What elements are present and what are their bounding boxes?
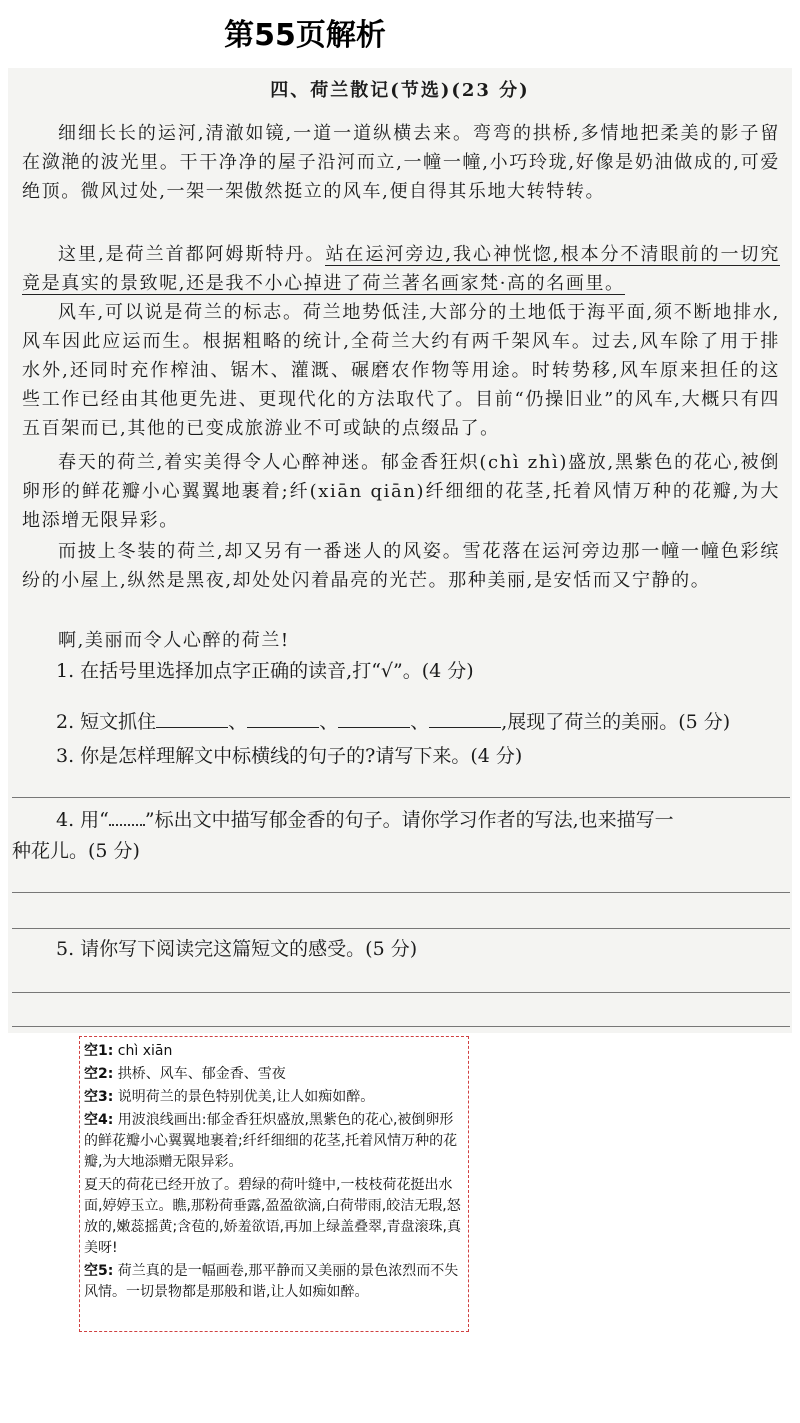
question-1: 1. 在括号里选择加点字正确的读音,打“√”。(4 分) (56, 660, 474, 682)
question-4-suffix: ”标出文中描写郁金香的句子。请你学习作者的写法,也来描写一 (144, 809, 674, 831)
question-2-suffix: ,展现了荷兰的美丽。(5 分) (501, 711, 731, 733)
answer-text: chì xiān (117, 1043, 173, 1059)
page-title: 第55页解析 (224, 18, 386, 53)
answer-item (84, 1261, 464, 1303)
answer-blank-3[interactable] (338, 709, 410, 728)
passage-paragraph-4: 春天的荷兰,着实美得令人心醉神迷。郁金香狂炽(chì zhì)盛放,黑紫色的花心,被倒卵形的鲜花瓣小心翼翼地裹着;纤(xiān qiān)纤细细的花茎,托着风情万种的花瓣,为大地添增无限异彩。 (22, 452, 780, 531)
answer-line[interactable] (12, 1026, 790, 1027)
answer-blank-2[interactable] (247, 709, 319, 728)
answer-line[interactable] (12, 892, 790, 893)
answer-line[interactable] (12, 797, 790, 798)
answer-text: 说明荷兰的景色特别优美,让人如痴如醉。 (117, 1089, 375, 1105)
section-title: 四、荷兰散记(节选)(23 分) (270, 80, 530, 101)
answer-key-box (79, 1036, 469, 1332)
question-2-prefix: 2. 短文抓住 (56, 711, 157, 733)
question-4-prefix: 4. 用“ (56, 809, 109, 831)
answer-item (84, 1064, 464, 1085)
wavy-line-mark (109, 810, 145, 826)
passage-paragraph-5: 而披上冬装的荷兰,却又另有一番迷人的风姿。雪花落在运河旁边那一幢一幢色彩缤纷的小屋上,纵然是黑夜,却处处闪着晶亮的光芒。那种美丽,是安恬而又宁静的。 (22, 541, 780, 591)
separator: 、 (228, 711, 248, 733)
answer-line[interactable] (12, 992, 790, 993)
answer-label: 空2: (84, 1066, 114, 1082)
answer-label: 空5: (84, 1263, 114, 1279)
underlined-sentence: 站在运河旁边,我心神恍惚,根本分不清眼前的一切究竟是真实的景致呢,还是我不小心掉进了荷兰著名画家梵·高的名画里。 (22, 244, 781, 294)
answer-item (84, 1110, 464, 1173)
answer-label: 空1: (84, 1043, 114, 1059)
answer-item (84, 1087, 464, 1108)
passage-paragraph-2-start: 这里,是荷兰首都阿姆斯特丹。 (58, 244, 326, 265)
answer-item (84, 1175, 464, 1259)
question-2 (56, 707, 730, 737)
passage-paragraph-3: 风车,可以说是荷兰的标志。荷兰地势低洼,大部分的土地低于海平面,须不断地排水,风车因此应运而生。根据粗略的统计,全荷兰大约有两千架风车。过去,风车除了用于排水外,还同时充作榨油、锯木、灌溉、碾磨农作物等用途。时转势移,风车原来担任的这些工作已经由其他更先进、更现代化的方法取代了。目前“仍操旧业”的风车,大概只有四五百架而已,其他的已变成旅游业不可或缺的点缀品了。 (22, 302, 780, 439)
question-3: 3. 你是怎样理解文中标横线的句子的?请写下来。(4 分) (56, 745, 523, 767)
question-5: 5. 请你写下阅读完这篇短文的感受。(5 分) (56, 938, 418, 960)
answer-text: 拱桥、风车、郁金香、雪夜 (117, 1066, 286, 1082)
passage-paragraph-2 (22, 240, 780, 298)
answer-blank-4[interactable] (429, 709, 501, 728)
answer-text: 用波浪线画出:郁金香狂炽盛放,黑紫色的花心,被倒卵形的鲜花瓣小心翼翼地裹着;纤纤细细的花茎,托着风情万种的花瓣,为大地添赠无限异彩。 (84, 1112, 458, 1170)
separator: 、 (410, 711, 430, 733)
separator: 、 (319, 711, 339, 733)
answer-item (84, 1041, 464, 1062)
answer-label: 空4: (84, 1112, 114, 1128)
passage-paragraph-6: 啊,美丽而令人心醉的荷兰! (58, 630, 290, 651)
answer-label: 空3: (84, 1089, 114, 1105)
passage-paragraph-1: 细细长长的运河,清澈如镜,一道一道纵横去来。弯弯的拱桥,多情地把柔美的影子留在潋滟的波光里。干干净净的屋子沿河而立,一幢一幢,小巧玲珑,好像是奶油做成的,可爱绝顶。微风过处,一架一架傲然挺立的风车,便自得其乐地大转特转。 (22, 123, 780, 202)
answer-text: 荷兰真的是一幅画卷,那平静而又美丽的景色浓烈而不失风情。一切景物都是那般和谐,让人如痴如醉。 (84, 1263, 459, 1300)
question-4 (56, 805, 674, 835)
answer-line[interactable] (12, 928, 790, 929)
question-4-line-2: 种花儿。(5 分) (12, 840, 140, 862)
answer-text: 夏天的荷花已经开放了。碧绿的荷叶缝中,一枝枝荷花挺出水面,婷婷玉立。瞧,那粉荷垂露,盈盈欲滴,白荷带雨,皎洁无瑕,怒放的,嫩蕊摇黄;含苞的,娇羞欲语,再加上绿盖叠翠,青盘滚珠,真美呀! (84, 1177, 461, 1256)
answer-blank-1[interactable] (156, 709, 228, 728)
